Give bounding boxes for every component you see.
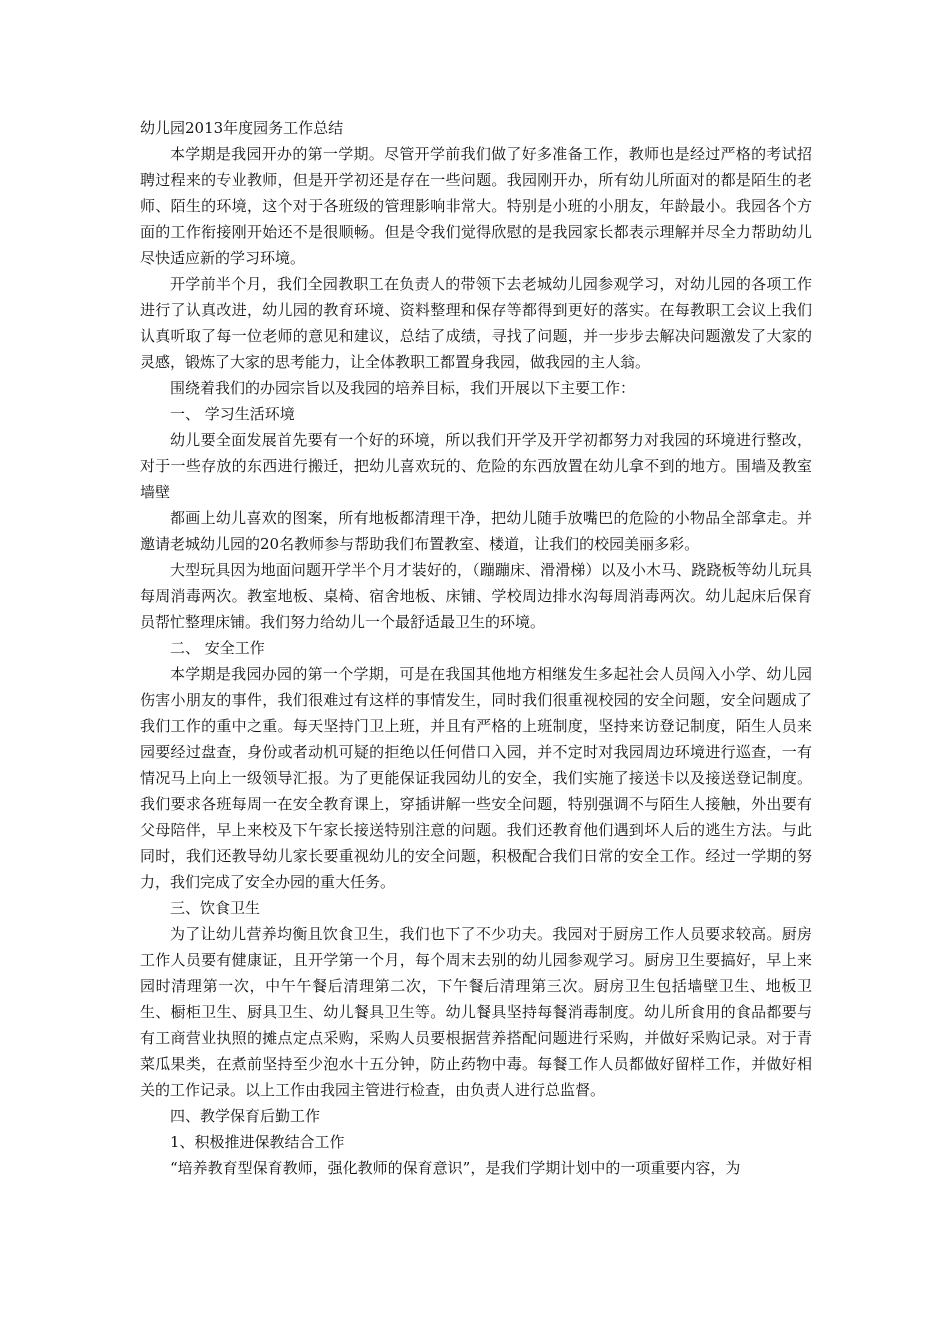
- paragraph-environment-3: 大型玩具因为地面问题开学半个月才装好的，（蹦蹦床、滑滑梯）以及小木马、跷跷板等幼儿玩具每周消毒两次。教室地板、桌椅、宿舍地板、床铺、学校周边排水沟每周消毒两次。幼儿起床后保育员帮忙整理床铺。我们努力给幼儿一个最舒适最卫生的环境。: [140, 561, 812, 631]
- document-page: [140, 115, 812, 1181]
- section-heading-food-hygiene: 三、饮食卫生: [170, 899, 261, 917]
- paragraph-preparation: 开学前半个月，我们全园教职工在负责人的带领下去老城幼儿园参观学习，对幼儿园的各项工作进行了认真改进，幼儿园的教育环境、资料整理和保存等都得到更好的落实。在每教职工会议上我们认真听取了每一位老师的意见和建议，总结了成绩，寻找了问题，并一步步去解决问题激发了大家的灵感，锻炼了大家的思考能力，让全体教职工都置身我园，做我园的主人翁。: [140, 275, 812, 371]
- section-heading-teaching-care: 四、教学保育后勤工作: [170, 1107, 321, 1125]
- paragraph-care-education: “培养教育型保育教师，强化教师的保育意识”，是我们学期计划中的一项重要内容，为: [170, 1159, 741, 1177]
- paragraph-intro: 本学期是我园开办的第一学期。尽管开学前我们做了好多准备工作，教师也是经过严格的考试招聘过程来的专业教师，但是开学初还是存在一些问题。我园刚开办，所有幼儿所面对的都是陌生的老师、陌生的环境，这个对于各班级的管理影响非常大。特别是小班的小朋友，年龄最小。我园各个方面的工作衔接刚开始还不是很顺畅。但是令我们觉得欣慰的是我园家长都表示理解并尽全力帮助幼儿尽快适应新的学习环境。: [140, 145, 812, 267]
- paragraph-goals: 围绕着我们的办园宗旨以及我园的培养目标，我们开展以下主要工作：: [170, 379, 636, 397]
- section-heading-environment: 一、 学习生活环境: [170, 405, 295, 423]
- paragraph-food-hygiene: 为了让幼儿营养均衡且饮食卫生，我们也下了不少功夫。我园对于厨房工作人员要求较高。厨房工作人员要有健康证，且开学第一个月，每个周末去别的幼儿园参观学习。厨房卫生要搞好，早上来园时清理第一次，中午午餐后清理第二次，下午餐后清理第三次。厨房卫生包括墙壁卫生、地板卫生、橱柜卫生、厨具卫生、幼儿餐具卫生等。幼儿餐具坚持每餐消毒制度。幼儿所食用的食品都要与有工商营业执照的摊点定点采购，采购人员要根据营养搭配问题进行采购，并做好采购记录。对于青菜瓜果类，在煮前坚持至少泡水十五分钟，防止药物中毒。每餐工作人员都做好留样工作，并做好相关的工作记录。以上工作由我园主管进行检查，由负责人进行总监督。: [140, 925, 812, 1099]
- document-title: 幼儿园2013年度园务工作总结: [140, 119, 344, 137]
- subsection-heading-care-education: 1、积极推进保教结合工作: [170, 1133, 345, 1151]
- section-heading-safety: 二、 安全工作: [170, 639, 265, 657]
- paragraph-environment-2: 都画上幼儿喜欢的图案，所有地板都清理干净，把幼儿随手放嘴巴的危险的小物品全部拿走。并邀请老城幼儿园的20名教师参与帮助我们布置教室、楼道，让我们的校园美丽多彩。: [140, 509, 812, 553]
- paragraph-safety: 本学期是我园办园的第一个学期，可是在我国其他地方相继发生多起社会人员闯入小学、幼儿园伤害小朋友的事件，我们很难过有这样的事情发生，同时我们很重视校园的安全问题，安全问题成了我们工作的重中之重。每天坚持门卫上班，并且有严格的上班制度，坚持来访登记制度，陌生人员来园要经过盘查，身份或者动机可疑的拒绝以任何借口入园，并不定时对我园周边环境进行巡查，一有情况马上向上一级领导汇报。为了更能保证我园幼儿的安全，我们实施了接送卡以及接送登记制度。我们要求各班每周一在安全教育课上，穿插讲解一些安全问题，特别强调不与陌生人接触，外出要有父母陪伴，早上来校及下午家长接送特别注意的问题。我们还教育他们遇到坏人后的逃生方法。与此同时，我们还教导幼儿家长要重视幼儿的安全问题，积极配合我们日常的安全工作。经过一学期的努力，我们完成了安全办园的重大任务。: [140, 665, 812, 891]
- paragraph-environment-1: 幼儿要全面发展首先要有一个好的环境，所以我们开学及开学初都努力对我园的环境进行整改，对于一些存放的东西进行搬迁，把幼儿喜欢玩的、危险的东西放置在幼儿拿不到的地方。围墙及教室墙壁: [140, 431, 812, 501]
